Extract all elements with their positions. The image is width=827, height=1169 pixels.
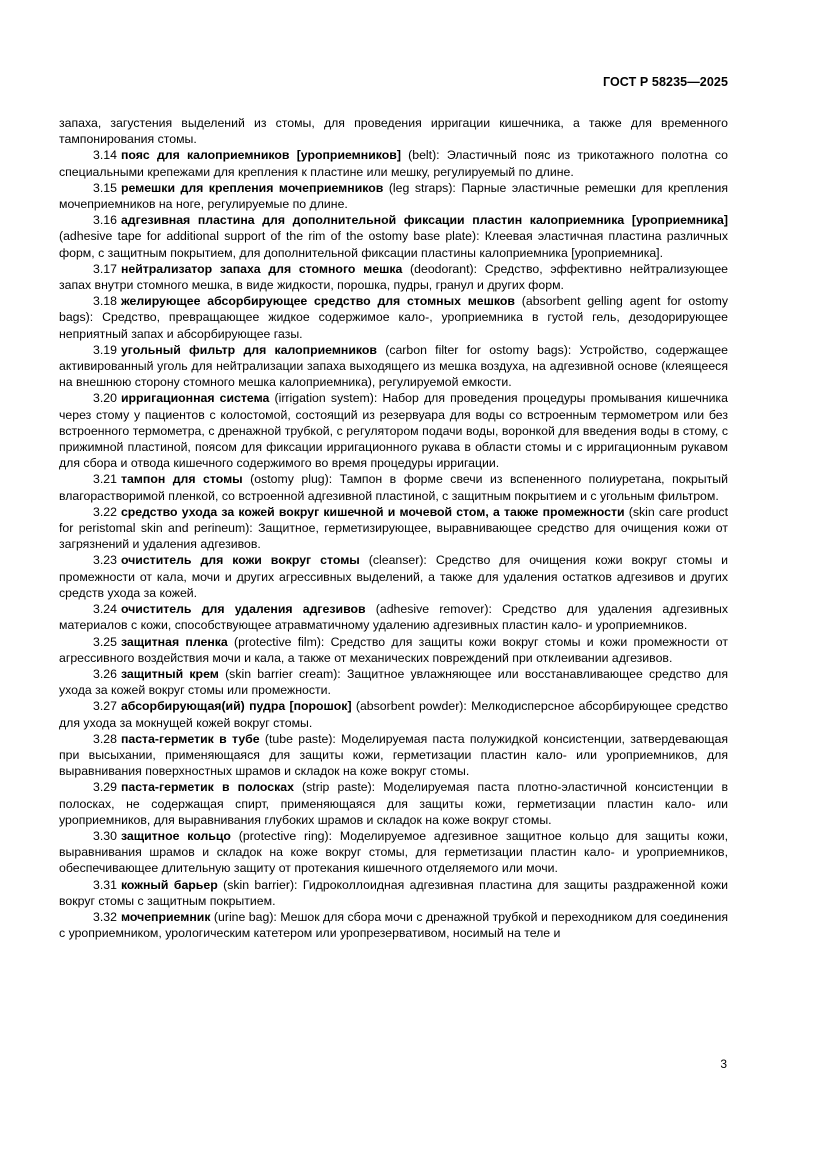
term-definition: (irrigation system): Набор для проведения процедуры промывания кишечника через стому у пациентов с колостомой, состоящий из резервуара для воды со встроенным термометром или без встроенного термометра, с дренажной трубкой, с регулятором подачи воды, воронкой для введения воды в стому, с прижимной пластиной, поясом для фиксации ирригационного рукава в области стомы и с ирригационным рукавом для сбора и отвода кишечного содержимого во время процедуры ирригации. [59, 391, 729, 471]
term-title: средство ухода за кожей вокруг кишечной и мочевой стом, а также промежности [120, 504, 625, 519]
term-number: 3.30 [93, 828, 117, 843]
term-definition: (deodorant): Средство, эффективно нейтрализующее запах внутри стомного мешка, в виде жидкости, порошка, пудры, гранул и других форм. [59, 261, 728, 293]
term-entry [59, 293, 728, 342]
term-number: 3.31 [93, 877, 117, 892]
term-definition: (urine bag): Мешок для сбора мочи с дренажной трубкой и переходником для соединения с уроприемником, урологическим катетером или уропрезервативом, носимый на теле и [59, 909, 728, 941]
term-title: кожный барьер [120, 877, 218, 892]
term-entry [59, 342, 728, 391]
term-title: очиститель для кожи вокруг стомы [120, 553, 360, 568]
term-entry [59, 552, 728, 601]
term-number: 3.23 [93, 553, 117, 568]
term-title: абсорбирующая(ий) пудра [порошок] [120, 699, 352, 714]
term-number: 3.26 [93, 666, 117, 681]
term-title: паста-герметик в тубе [120, 731, 260, 746]
term-definition: (skin barrier cream): Защитное увлажняющее или восстанавливающее средство для ухода за кожей вокруг стомы или промежности. [59, 666, 728, 698]
term-definition: (absorbent powder): Мелкодисперсное абсорбирующее средство для ухода за мокнущей кожей вокруг стомы. [59, 699, 729, 730]
body-text [59, 115, 728, 941]
term-definition: (protective film): Средство для защиты кожи вокруг стомы и кожи промежности от агрессивного воздействия мочи и кала, а также от механических повреждений при отклеивании адгезивов. [59, 634, 728, 665]
term-title: ремешки для крепления мочеприемников [120, 180, 384, 195]
term-definition: (strip paste): Моделируемая паста плотно-эластичной консистенции в полосках, не содержащая спирт, применяющаяся для защиты кожи, герметизации пластин кало- или уроприемников, для выравнивания глубоких шрамов и складок на коже вокруг стомы. [59, 780, 729, 827]
term-definition: (carbon filter for ostomy bags): Устройство, содержащее активированный уголь для нейтрализации запаха выходящего из мешка воздуха, на адгезивной основе (клеящееся на внешнюю сторону стомного мешка калоприемника), регулируемой емкости. [59, 342, 728, 390]
term-entries [59, 147, 728, 941]
term-title: защитный крем [120, 666, 219, 681]
term-title: желирующее абсорбирующее средство для стомных мешков [120, 294, 515, 309]
term-number: 3.25 [93, 634, 117, 649]
term-entry [59, 698, 728, 730]
term-title: паста-герметик в полосках [120, 780, 294, 795]
term-definition: (belt): Эластичный пояс из трикотажного полотна со специальными крепежами для крепления к пластине или мешку, регулируемый по длине. [59, 148, 728, 179]
continuation-paragraph: запаха, загустения выделений из стомы, для проведения ирригации кишечника, а также для временного тампонирования стомы. [59, 116, 728, 147]
term-entry [59, 666, 728, 698]
term-definition: (protective ring): Моделируемое адгезивное защитное кольцо для защиты кожи, выравнивания шрамов и складок на коже вокруг стомы, для герметизации пластин кало- и уроприемников, обеспечивающее длительную защиту от протекания кишечного отделяемого или мочи. [59, 828, 728, 876]
term-title: адгезивная пластина для дополнительной фиксации пластин калоприемника [уроприемника] [120, 213, 728, 228]
term-entry [59, 180, 728, 212]
term-entry [59, 261, 728, 293]
term-definition: (skin barrier): Гидроколлоидная адгезивная пластина для защиты раздраженной кожи вокруг стомы с защитным покрытием. [59, 877, 728, 908]
term-definition: (leg straps): Парные эластичные ремешки для крепления мочеприемников на ноге, регулируемые по длине. [59, 180, 729, 212]
term-number: 3.24 [93, 602, 117, 617]
term-entry [59, 471, 728, 503]
term-entry [59, 601, 728, 633]
term-entry [59, 390, 728, 471]
term-definition: (adhesive remover): Средство для удаления адгезивных материалов с кожи, способствующее атравматичному удалению адгезивных пластин кало- и уроприемников. [59, 602, 728, 633]
term-definition: (adhesive tape for additional support of the rim of the ostomy base plate): Клеевая эластичная пластина различных форм, с защитным покрытием, для дополнительной фиксации пластины калоприемника [уроприемника]. [59, 229, 728, 260]
term-entry [59, 731, 728, 780]
page-number: 3 [720, 1057, 727, 1071]
term-entry [59, 634, 728, 666]
term-definition: (tube paste): Моделируемая паста полужидкой консистенции, затвердевающая при высыхании, применяющаяся для защиты кожи, герметизации пластин кало- или уроприемников, для выравнивания поверхностных шрамов и складок на коже вокруг стомы. [59, 731, 728, 779]
term-number: 3.20 [93, 391, 117, 406]
term-number: 3.22 [93, 504, 117, 519]
term-number: 3.32 [93, 909, 117, 924]
term-title: пояс для калоприемников [уроприемников] [120, 148, 401, 163]
term-entry [59, 147, 728, 179]
term-number: 3.29 [93, 780, 117, 795]
term-number: 3.17 [93, 261, 117, 276]
term-number: 3.21 [93, 472, 117, 487]
term-definition: (ostomy plug): Тампон в форме свечи из вспененного полиуретана, покрытый влагорастворимой пленкой, со встроенной адгезивной пластиной, с защитным покрытием и с угольным фильтром. [59, 472, 728, 503]
term-entry [59, 504, 728, 553]
term-title: угольный фильтр для калоприемников [120, 342, 377, 357]
term-entry [59, 779, 728, 828]
term-title: очиститель для удаления адгезивов [120, 602, 366, 617]
term-title: защитная пленка [120, 634, 228, 649]
term-number: 3.19 [93, 342, 117, 357]
term-number: 3.28 [93, 731, 117, 746]
term-number: 3.27 [93, 699, 117, 714]
term-entry [59, 877, 728, 909]
term-entry [59, 909, 728, 941]
term-title: мочеприемник [120, 909, 211, 924]
term-title: тампон для стомы [120, 472, 243, 487]
term-definition: (absorbent gelling agent for ostomy bags): Средство, превращающее жидкое содержимое кало-, уроприемника в густой гель, дезодорирующее неприятный запах и абсорбирующее газы. [59, 294, 728, 341]
term-number: 3.15 [93, 180, 117, 195]
standard-header: ГОСТ Р 58235—2025 [602, 75, 728, 89]
term-entry [59, 212, 728, 261]
term-number: 3.16 [93, 213, 117, 228]
term-number: 3.18 [93, 294, 117, 309]
term-number: 3.14 [93, 148, 117, 163]
term-title: нейтрализатор запаха для стомного мешка [120, 261, 403, 276]
term-title: ирригационная система [120, 391, 270, 406]
term-definition: (skin care product for peristomal skin and perineum): Защитное, герметизирующее, выравнивающее средство для очищения кожи от загрязнений и удаления адгезивов. [59, 504, 728, 552]
term-definition: (cleanser): Средство для очищения кожи вокруг стомы и промежности от кала, мочи и других агрессивных выделений, а также для удаления остатков адгезивов и других средств ухода за кожей. [59, 553, 728, 600]
term-entry [59, 828, 728, 877]
term-title: защитное кольцо [120, 828, 231, 843]
